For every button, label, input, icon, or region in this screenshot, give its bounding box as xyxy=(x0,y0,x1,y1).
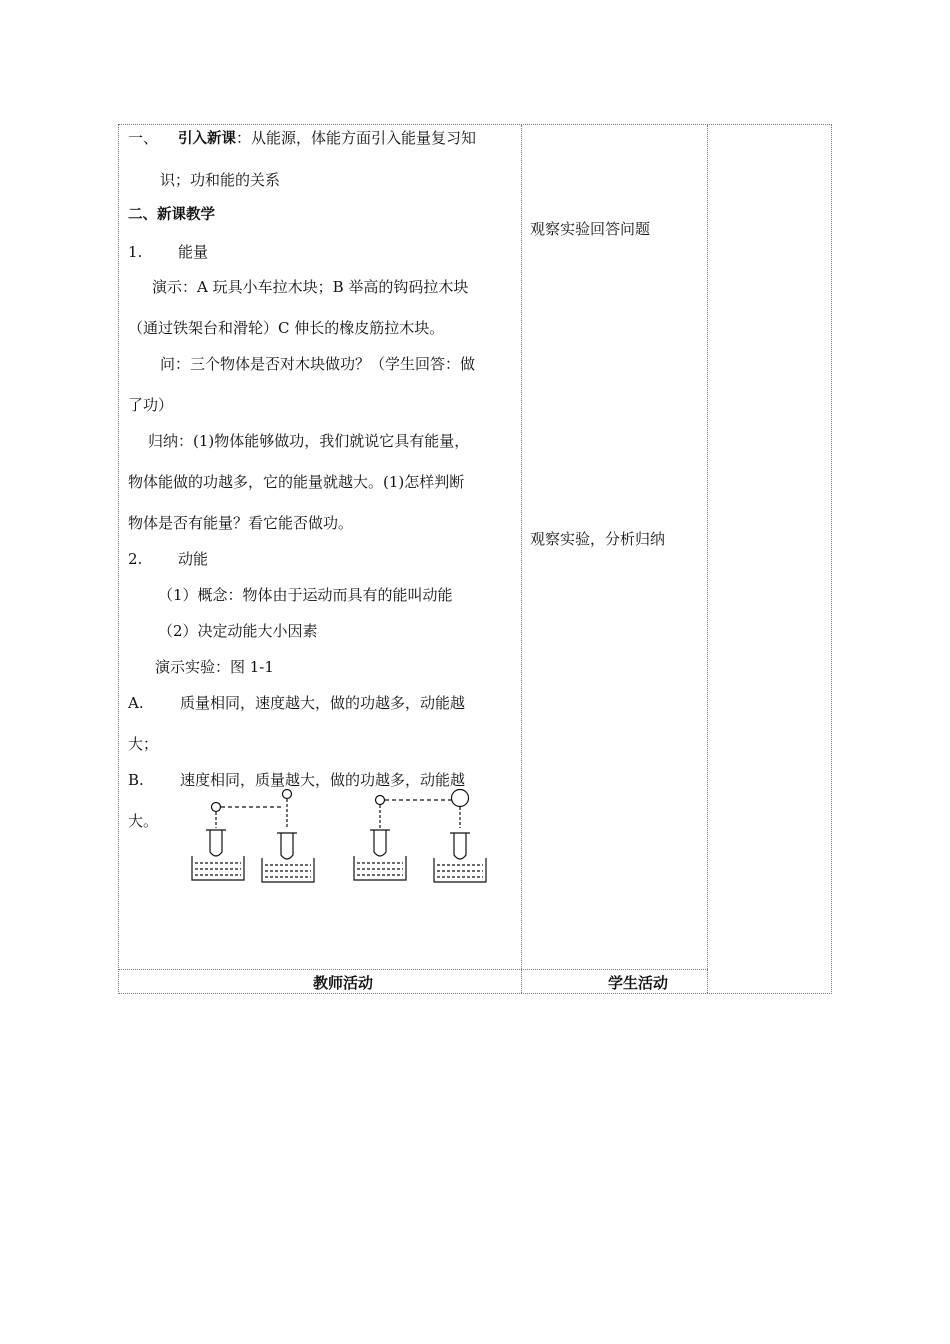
item1-number: 1. xyxy=(128,243,143,261)
student-note-1: 观察实验回答问题 xyxy=(530,220,651,238)
piston-4-icon xyxy=(450,833,470,859)
factors-line: （2）决定动能大小因素 xyxy=(158,622,318,640)
summary-line-3: 物体是否有能量？看它能否做功。 xyxy=(128,514,354,532)
ball-small-low-icon xyxy=(212,803,221,812)
container-3-icon xyxy=(354,856,406,880)
piston-2-icon xyxy=(277,833,297,859)
intro-line-2: 识；功和能的关系 xyxy=(160,171,281,189)
container-4-icon xyxy=(434,858,486,882)
student-activity-label: 学生活动 xyxy=(608,974,669,992)
point-a-line-2: 大； xyxy=(128,735,159,753)
container-2-icon xyxy=(262,858,314,882)
point-a-label: A. xyxy=(128,694,144,712)
summary-line-1: 归纳：(1)物体能够做功，我们就说它具有能量， xyxy=(148,432,470,450)
point-b-line-1: 速度相同，质量越大，做的功越多，动能越 xyxy=(180,771,466,789)
concept-line: （1）概念：物体由于运动而具有的能叫动能 xyxy=(158,586,453,604)
container-1-icon xyxy=(192,856,244,880)
intro-number: 一、 xyxy=(128,129,159,147)
demo-line-2: （通过铁架台和滑轮）C 伸长的橡皮筋拉木块。 xyxy=(128,319,445,337)
column-divider-1 xyxy=(521,125,522,993)
section-heading-2: 二、新课教学 xyxy=(128,207,215,223)
ball-small-high-icon xyxy=(283,790,292,799)
summary-line-2: 物体能做的功越多，它的能量就越大。(1)怎样判断 xyxy=(128,473,465,491)
demo-experiment-line: 演示实验：图 1-1 xyxy=(155,658,274,676)
question-line-2: 了功） xyxy=(128,396,174,414)
point-a-line-1: 质量相同，速度越大，做的功越多，动能越 xyxy=(180,694,466,712)
intro-title: 引入新课 xyxy=(178,131,236,147)
intro-text-1: ：从能源，体能方面引入能量复习知 xyxy=(236,129,477,147)
intro-line-1 xyxy=(178,128,476,149)
student-note-2: 观察实验，分析归纳 xyxy=(530,530,666,548)
ball-large-icon xyxy=(452,790,469,807)
piston-1-icon xyxy=(206,830,226,856)
question-line-1: 问：三个物体是否对木块做功？（学生回答：做 xyxy=(160,355,476,373)
point-b-line-2: 大。 xyxy=(128,812,159,830)
column-divider-2 xyxy=(707,125,708,993)
footer-divider xyxy=(119,969,708,970)
ball-small-icon xyxy=(376,796,385,805)
item2-number: 2. xyxy=(128,550,143,568)
item2-title: 动能 xyxy=(178,550,209,568)
item1-title: 能量 xyxy=(178,243,209,261)
experiment-diagram xyxy=(180,786,500,886)
teacher-activity-label: 教师活动 xyxy=(313,974,374,992)
demo-line-1: 演示：A 玩具小车拉木块；B 举高的钩码拉木块 xyxy=(152,278,469,296)
point-b-label: B. xyxy=(128,771,144,789)
piston-3-icon xyxy=(370,830,390,856)
